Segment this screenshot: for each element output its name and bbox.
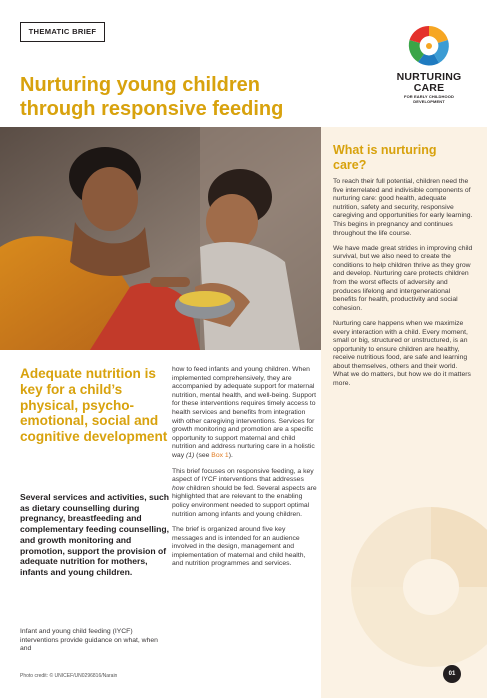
- mother-feeding-child-photo: [0, 127, 321, 350]
- body-paragraph: [172, 468, 318, 520]
- logo-subtitle: FOR EARLY CHILDHOOD DEVELOPMENT: [404, 94, 454, 104]
- body-paragraph: The brief is organized around five key messages and is intended for an audience involved in the design, management and implementation of maternal and child health, and nutrition programmes and services.: [172, 526, 306, 568]
- cover-photo: [0, 127, 321, 350]
- intro-bold-paragraph: Several services and activities, such as dietary counselling during pregnancy, breastfeeding and complementary feeding counselling, and growth monitoring and promotion, support the provision of adequate nutrition for mothers, infants and young children.: [20, 492, 170, 577]
- body-text: ).: [228, 451, 233, 459]
- body-column: [172, 366, 318, 576]
- sidebar-heading: What is nurturing care?: [333, 143, 437, 172]
- page-number: 01: [443, 665, 461, 683]
- body-text: how to feed infants and young children. When implemented comprehensively, they are accompanied by adequate support for maternal nutrition, mental health, and well-being. Support for these interventions requires timely access to health services and benefits from integration with other caregiving interventions. Services for growth monitoring and promotion are a specific opportunity to support maternal and child nutrition and address nurturing care in a holistic way: [172, 366, 316, 459]
- body-text: (see: [194, 451, 212, 459]
- sidebar-paragraph: We have made great strides in improving child survival, but we also need to create the conditions to help children thrive as they grow and develop. Nurturing care protects children from the worst effects of adversity and produces lifelong and intergenerational benefits for health, productivity and social cohesion.: [333, 244, 473, 312]
- logo-emblem-icon: [401, 22, 457, 70]
- lead-heading: Adequate nutrition is key for a child’s physical, psycho-emotional, social and cognitive development: [20, 366, 168, 445]
- document-type-badge: THEMATIC BRIEF: [20, 22, 105, 42]
- intro-paragraph: Infant and young child feeding (IYCF) interventions provide guidance on what, when and: [20, 628, 158, 653]
- photo-credit: Photo credit: © UNICEF/UN0296816/Narain: [20, 673, 118, 679]
- page-title: Nurturing young children through responsive feeding: [20, 74, 284, 120]
- citation-ref: (1): [185, 451, 195, 459]
- sidebar-paragraph: To reach their full potential, children need the five interrelated and indivisible components of nurturing care: good health, adequate nutrition, safety and security, responsive caregiving and opportunities for early learning. This begins in pregnancy and continues throughout the life course.: [333, 178, 473, 237]
- body-paragraph: [172, 366, 318, 461]
- body-text: children should be fed. Several aspects are highlighted that are relevant to the enabling policy environment needed to support optimal nutrition among infants and young children.: [172, 484, 317, 518]
- sidebar-panel: [321, 127, 487, 698]
- box-1-link[interactable]: Box 1: [211, 451, 229, 459]
- emphasis-text: how: [172, 484, 185, 492]
- logo-title: NURTURING CARE: [396, 71, 462, 94]
- nurturing-care-logo: [388, 22, 470, 104]
- body-text: This brief focuses on responsive feeding, a key aspect of IYCF interventions that addresses: [172, 467, 314, 484]
- sidebar-paragraph: Nurturing care happens when we maximize every interaction with a child. Every moment, small or big, structured or unstructured, is an opportunity to ensure children are healthy, receive nutritious food, are safe and learning about themselves, others and their world. What we do matters, but how we do it matters more.: [333, 319, 471, 388]
- sidebar-body: [333, 178, 473, 395]
